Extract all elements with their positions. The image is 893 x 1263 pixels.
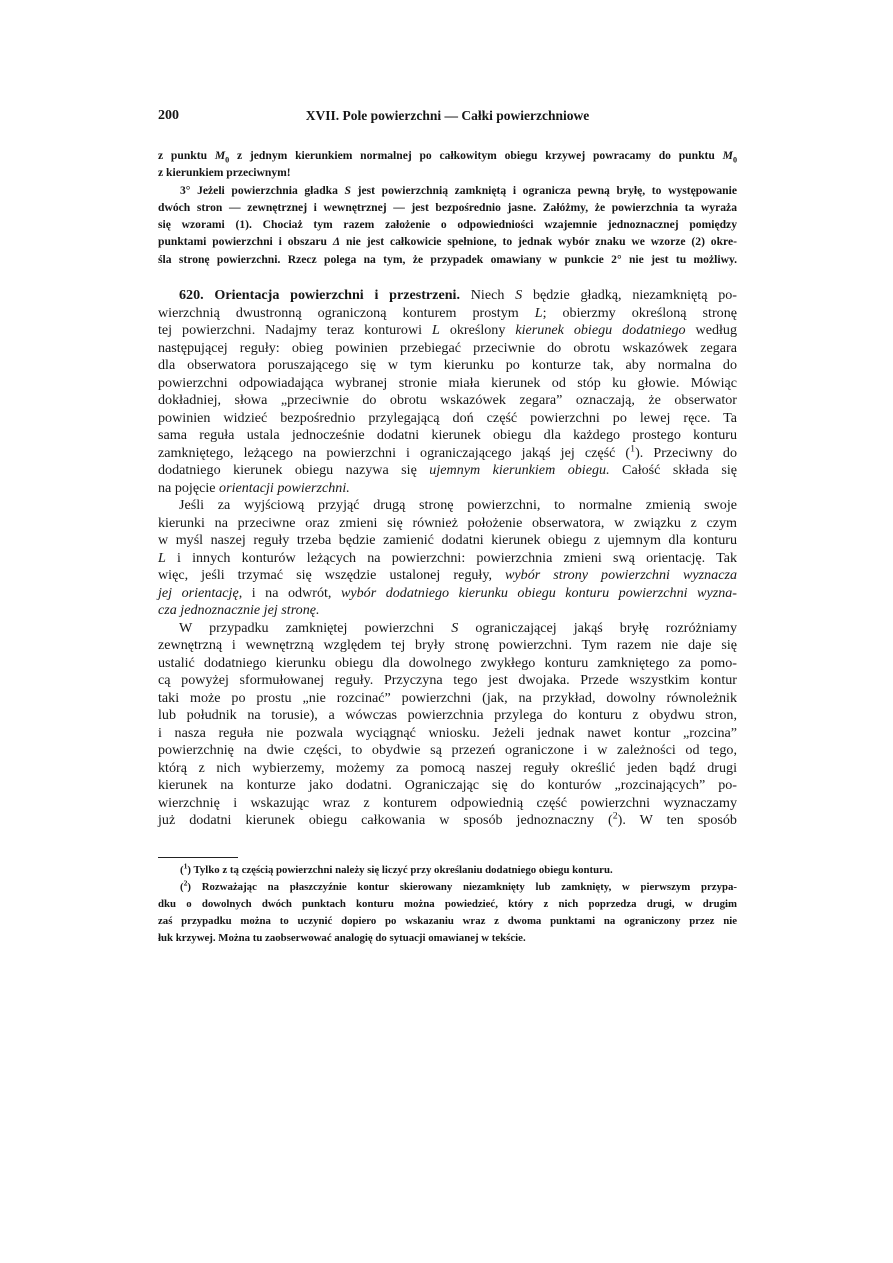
text-line <box>158 707 737 725</box>
text-run: zaś przypadku można to uczynić dopiero po wskazaniu wraz z dwoma punktami na ograniczony przez nie <box>158 915 737 927</box>
italic-run: wybór dodatniego kierunku obiegu konturu powierzchni wyzna- <box>340 584 737 601</box>
text-line <box>158 199 737 216</box>
page-number: 200 <box>158 108 179 123</box>
text-line <box>158 164 737 181</box>
chapter-title: XVII. Pole powierzchni — Całki powierzchniowe <box>305 108 590 123</box>
text-run: ) Rozważając na płaszczyźnie kontur skierowany niezamknięty lub zamknięty, w pierwszym przypa- <box>187 881 737 893</box>
italic-run: ujemnym kierunkiem obiegu. <box>429 462 610 478</box>
italic-run: L <box>432 322 440 338</box>
text-line <box>158 392 737 410</box>
text-run: śla stronę powierzchni. Rzecz polega na tym, że przypadek omawiany w punkcie 2° nie jest tu możliwy. <box>158 252 737 266</box>
paragraph <box>158 620 737 830</box>
footnote-marker: 2 <box>612 810 618 822</box>
italic-run: S <box>451 619 459 636</box>
text-line <box>158 375 737 393</box>
subscript: 0 <box>225 155 230 165</box>
text-line <box>158 515 737 533</box>
text-run: ograniczającej jakąś bryłę rozróżniamy <box>458 619 737 636</box>
text-line <box>158 896 737 913</box>
text-line <box>158 879 737 896</box>
text-run: będzie gładką, niezamkniętą po- <box>522 287 737 303</box>
text-run: i innych konturów leżących na powierzchni: powierzchnia zmieni swą orientację. Tak <box>165 549 737 566</box>
text-run: następującej reguły: obieg powinien przebiegać przeciwnie do obrotu wskazówek zegara <box>158 339 737 356</box>
text-line <box>158 672 737 690</box>
text-run: taki może po prostu „nie rozcinać” powierzchni (jak, na przykład, dowolny równoleżnik <box>158 689 737 706</box>
text-run: ( <box>180 864 184 876</box>
text-run: ; obierzmy określoną stronę <box>542 304 737 321</box>
text-line <box>158 812 737 830</box>
text-line <box>158 795 737 813</box>
text-run: kierunek na konturze jako dodatni. Ograniczając się do konturów „rozcinających” po- <box>158 777 737 793</box>
paragraph <box>158 147 737 182</box>
text-run: określony <box>439 322 516 338</box>
text-line <box>158 147 737 164</box>
text-run: powinien widzieć bezpośrednio przylegającą doń część powierzchni po lewej ręce. Ta <box>158 409 737 426</box>
text-run: z punktu <box>158 149 215 162</box>
section-heading: 620. Orientacja powierzchni i przestrzeni. <box>179 287 460 303</box>
text-run: W przypadku zamkniętej powierzchni <box>179 619 452 636</box>
text-run: dku o dowolnych dwóch punktach konturu można powiedzieć, który z nich poprzedza drugi, w drugim <box>158 898 737 910</box>
text-run: w myśl naszej reguły trzeba będzie zamienić dodatni kierunek obiegu z ujemnym dla konturu <box>158 532 737 548</box>
text-line <box>158 602 737 620</box>
italic-run: L <box>158 549 166 566</box>
text-run: ) Tylko z tą częścią powierzchni należy się liczyć przy określaniu dodatniego obiegu konturu. <box>187 864 613 876</box>
footnote-marker: 2 <box>183 878 188 888</box>
text-run: jest powierzchnią zamkniętą i ogranicza pewną bryłę, to występowanie <box>351 183 737 197</box>
text-run: z kierunkiem przeciwnym! <box>158 166 291 180</box>
text-run: , i na odwrót, <box>238 584 341 601</box>
text-line <box>158 725 737 743</box>
paragraph <box>158 497 737 620</box>
text-line <box>158 305 737 323</box>
text-line <box>158 216 737 233</box>
text-run: tej powierzchni. Nadajmy teraz konturowi <box>158 322 433 338</box>
text-run: lub południk na torusie), a wówczas powierzchnia przylega do konturu z obydwu stron, <box>158 707 737 723</box>
text-line <box>158 233 737 250</box>
text-line <box>158 777 737 795</box>
text-run: ( <box>180 881 184 893</box>
text-line <box>158 760 737 778</box>
text-line <box>158 357 737 375</box>
text-run: dodatniego kierunek obiegu nazywa się <box>158 462 430 478</box>
main-body-text <box>158 287 737 830</box>
italic-run: S <box>344 183 351 197</box>
text-run: ustalić dodatniego kierunku obiegu dla dowolnego zwykłego konturu zamkniętego za pomo- <box>158 654 737 671</box>
text-line <box>158 462 737 480</box>
footnote-marker: 1 <box>183 861 188 871</box>
italic-run: cza jednoznacznie jej stronę. <box>158 602 320 618</box>
text-line <box>158 913 737 930</box>
footnote-separator <box>158 857 238 858</box>
text-run: wierzchnię i wskazując wraz z konturem odpowiednią część powierzchni wyznaczamy <box>158 794 737 811</box>
italic-run: jej orientację <box>158 584 239 601</box>
text-run: wierzchnią dwustronną ograniczoną konturem prostym <box>158 304 535 321</box>
text-run: Niech <box>459 287 516 303</box>
text-run: już dodatni kierunek obiegu całkowania w sposób jednoznaczny ( <box>158 812 613 828</box>
text-line <box>158 480 737 498</box>
text-run: ). Przeciwny do <box>635 444 737 461</box>
paragraph <box>158 862 737 879</box>
text-line <box>158 340 737 358</box>
text-line <box>158 442 737 463</box>
text-run: zamkniętego, leżącego na powierzchni i ograniczającego jakąś jej część ( <box>158 444 631 461</box>
subscript: 0 <box>732 155 737 165</box>
text-line <box>158 620 737 638</box>
text-line <box>158 742 737 760</box>
text-run: punktami powierzchni i obszaru <box>158 235 333 249</box>
running-header <box>158 108 737 126</box>
italic-run: S <box>515 287 523 303</box>
text-run: więc, jeśli trzymać się wszędzie ustalonej reguły, <box>158 567 506 583</box>
text-line <box>158 655 737 673</box>
text-run: dla obserwatora poruszającego się w tym kierunku po konturze tak, aby normalna do <box>158 357 737 373</box>
text-line <box>158 251 737 268</box>
text-run: z jednym kierunkiem normalnej po całkowitym obiegu krzywej powracamy do punktu <box>229 149 723 162</box>
text-run: dokładniej, słowa „przeciwnie do obrotu wskazówek zegara” oznaczają, że obserwator <box>158 392 737 408</box>
italic-run: wybór strony powierzchni wyznacza <box>505 567 737 583</box>
text-line <box>158 690 737 708</box>
text-line <box>158 322 737 340</box>
paragraph <box>158 287 737 497</box>
text-line <box>158 182 737 199</box>
text-run: dwóch stron — zewnętrznej i wewnętrznej — jest bezpośrednio jasne. Załóżmy, że powierzchnia ta wyraża <box>158 200 737 214</box>
text-run: Całość składa się <box>609 462 737 478</box>
text-run: się wzorami (1). Chociaż tym razem założenie o odpowiedniości wzajemnie jednoznacznej pomiędzy <box>158 218 737 232</box>
text-line <box>158 637 737 655</box>
text-line <box>158 427 737 445</box>
text-run: sama reguła ustala jednocześnie dodatni kierunek obiegu dla każdego prostego konturu <box>158 427 737 443</box>
text-run: kierunki na przeciwne oraz zmieni się również położenie obserwatora, w związku z czym <box>158 514 737 531</box>
text-run: cą powyżej sformułowanej reguły. Przyczyna tego jest dwojaka. Przede wszystkim kontur <box>158 672 737 688</box>
text-line <box>158 930 737 947</box>
small-print-text <box>158 147 737 268</box>
text-line <box>158 287 737 305</box>
footnote-marker: 1 <box>630 442 636 454</box>
paragraph <box>158 879 737 947</box>
text-run: łuk krzywej. Można tu zaobserwować analogię do sytuacji omawianej w tekście. <box>158 932 526 944</box>
text-run: zewnętrzną i wewnętrzną względem tej bryły stronę powierzchni. Tym razem nie daje się <box>158 637 737 653</box>
text-line <box>158 550 737 568</box>
text-run: powierzchnię na dwie części, to obydwie są przezeń ograniczone i w zależności od tego, <box>158 742 737 758</box>
text-line <box>158 567 737 585</box>
text-line <box>158 410 737 428</box>
italic-run: L <box>534 304 543 321</box>
text-line <box>158 585 737 603</box>
text-line <box>158 862 737 879</box>
italic-run: M <box>722 149 733 162</box>
text-run: i nasza reguła nie pozwala wyciągnąć wniosku. Jeżeli jednak nawet kontur „rozcina” <box>158 724 737 741</box>
italic-run: M <box>214 149 226 162</box>
text-run: powierzchni odpowiadająca wybranej stronie miała kierunek od stóp ku głowie. Mówiąc <box>158 374 737 391</box>
text-run: którą z nich wybierzemy, możemy za pomocą naszej reguły określić jeden bądź drugi <box>158 759 737 776</box>
italic-run: orientacji powierzchni. <box>219 479 350 496</box>
text-run: nie jest całkowicie spełnione, to jednak wybór znaku we wzorze (2) okre- <box>340 235 737 249</box>
footnotes <box>158 862 737 947</box>
text-run: na pojęcie <box>158 479 220 496</box>
text-run: ). W ten sposób <box>617 812 737 828</box>
text-line <box>158 497 737 515</box>
text-line <box>158 532 737 550</box>
text-run: Jeśli za wyjściową przyjąć drugą stronę powierzchni, to normalne zmienią swoje <box>179 497 737 513</box>
text-run: 3° Jeżeli powierzchnia gładka <box>180 183 345 197</box>
text-run: według <box>685 322 738 338</box>
paragraph <box>158 182 737 268</box>
italic-run: kierunek obiegu dodatniego <box>515 322 686 338</box>
italic-run: Δ <box>332 235 341 249</box>
